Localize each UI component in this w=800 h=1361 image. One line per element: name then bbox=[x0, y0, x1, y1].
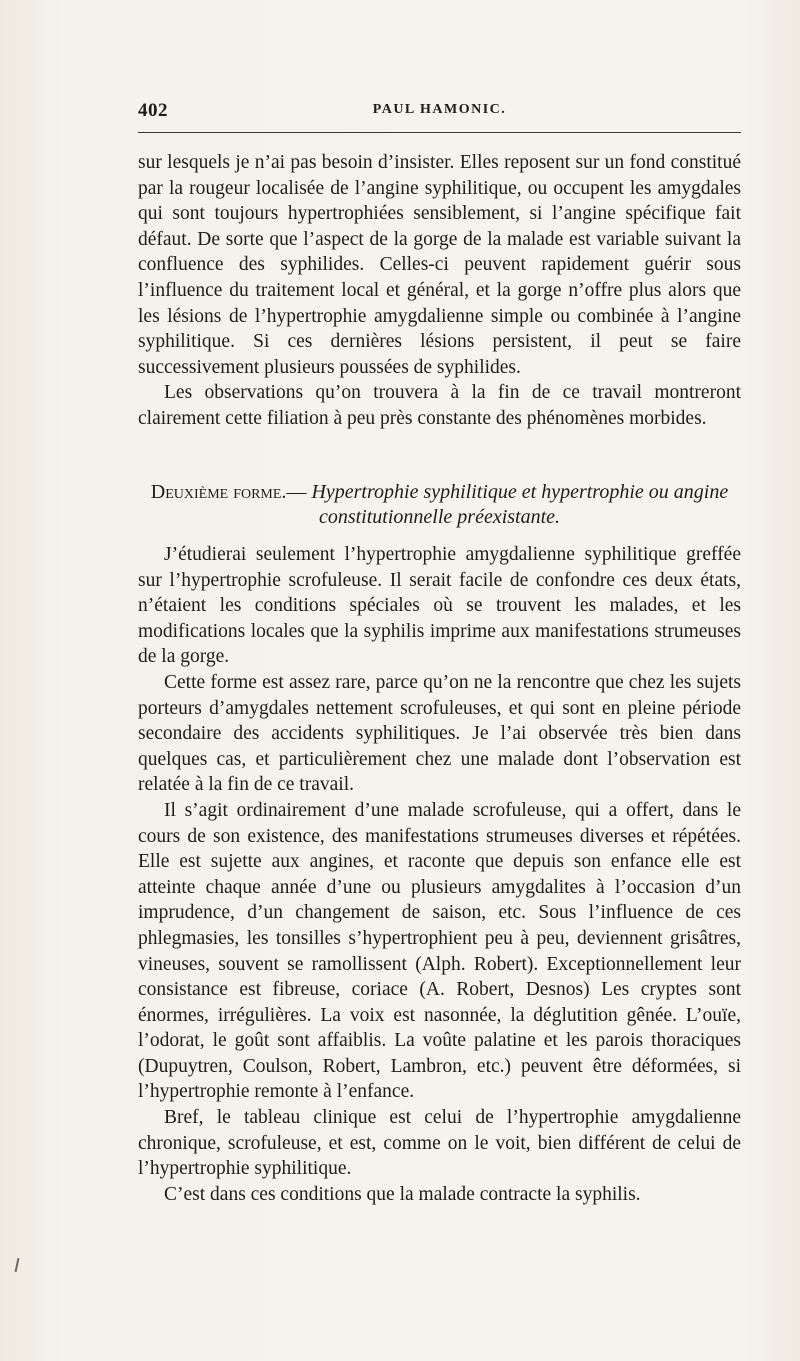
paragraph: Il s’agit ordinairement d’une malade scrofuleuse, qui a offert, dans le cours de son existence, des manifestations strumeuses diverses et répétées. Elle est sujette aux angines, et raconte que depuis son enfance elle est atteinte chaque année d’une ou plusieurs amygdalites à l’occasion d’un imprudence, d’un changement de saison, etc. Sous l’influence de ces phlegmasies, les tonsilles s’hypertrophient peu à peu, deviennent grisâtres, vineuses, souvent se ramollissent (Alph. Robert). Exceptionnellement leur consistance est fibreuse, coriace (A. Robert, Desnos) Les cryptes sont énormes, irrégulières. La voix est nasonnée, la déglutition gênée. L’ouïe, l’odorat, le goût sont affaiblis. La voûte palatine et les parois thoraciques (Dupuytren, Coulson, Robert, Lambron, etc.) peuvent être déformées, si l’hypertrophie remonte à l’enfance. bbox=[138, 799, 741, 1103]
paragraph: C’est dans ces conditions que la malade contracte la syphilis. bbox=[164, 1183, 641, 1205]
page-header bbox=[138, 100, 741, 130]
page-number: 402 bbox=[138, 100, 168, 121]
section-heading bbox=[138, 480, 741, 530]
paragraph: Cette forme est assez rare, parce qu’on ne la rencontre que chez les sujets porteurs d’amygdales nettement scrofuleuses, et qui sont en pleine période secondaire des accidents syphilitiques. Je l’ai observée très bien dans quelques cas, et particulièrement chez une malade dont l’observation est relatée à la fin de ce travail. bbox=[138, 671, 741, 796]
body-text-bottom bbox=[138, 542, 741, 1207]
paragraph: Bref, le tableau clinique est celui de l’hypertrophie amygdalienne chronique, scrofuleuse, et est, comme on le voit, bien différent de celui de l’hypertrophie syphilitique. bbox=[138, 1107, 741, 1180]
paragraph: sur lesquels je n’ai pas besoin d’insister. Elles reposent sur un fond constitué par la rougeur localisée de l’angine syphilitique, ou occupent les amygdales qui sont toujours hypertrophiées sensiblement, si l’angine spécifique fait défaut. De sorte que l’aspect de la gorge de la malade est variable suivant la confluence des syphilides. Celles-ci peuvent rapidement guérir sous l’influence du traitement local et général, et la gorge n’offre plus alors que les lésions de l’hypertrophie amygdalienne simple ou combinée à l’angine syphilitique. Si ces dernières lésions persistent, il peut se faire successivement plusieurs poussées de syphilides. bbox=[138, 152, 741, 378]
paragraph: Les observations qu’on trouvera à la fin de ce travail montreront clairement cette filiation à peu près constante des phénomènes morbides. bbox=[138, 382, 741, 429]
running-head: PAUL HAMONIC. bbox=[372, 102, 507, 117]
margin-mark bbox=[15, 1258, 20, 1272]
section-label: Deuxième forme. bbox=[150, 481, 287, 503]
section-dash: — bbox=[286, 481, 307, 503]
body-text-top bbox=[138, 150, 741, 432]
header-rule bbox=[138, 132, 741, 133]
section-title-text: Hypertrophie syphilitique et hypertrophie ou angine constitutionnelle préexistante. bbox=[311, 481, 729, 528]
paragraph: J’étudierai seulement l’hypertrophie amygdalienne syphilitique greffée sur l’hypertrophie scrofuleuse. Il serait facile de confondre ces deux états, n’étaient les conditions spéciales où se trouvent les malades, et les modifications locales que la syphilis imprime aux manifestations strumeuses de la gorge. bbox=[138, 544, 741, 668]
